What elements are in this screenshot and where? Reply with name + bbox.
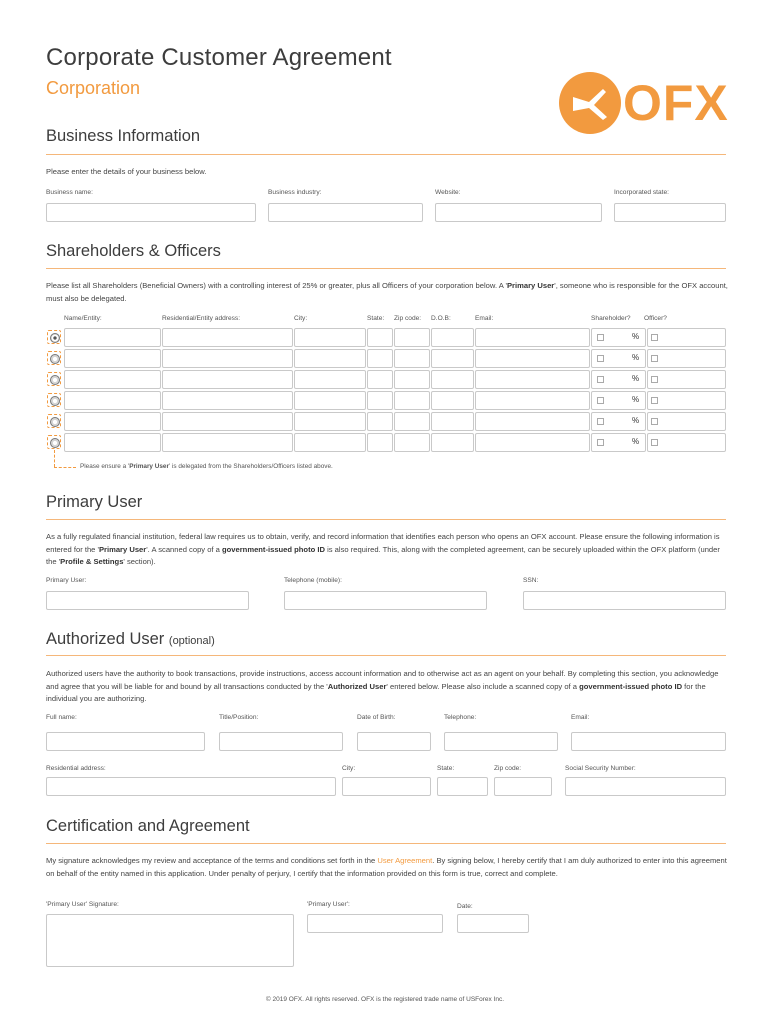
page-subtitle: Corporation <box>46 78 141 98</box>
address-field[interactable] <box>162 328 293 347</box>
zip-field[interactable] <box>394 370 430 389</box>
officer-checkbox[interactable] <box>651 355 658 362</box>
divider <box>46 268 726 269</box>
zip-field[interactable] <box>394 349 430 368</box>
shareholders-intro <box>46 280 728 305</box>
pu-text-1: As a fully regulated financial institution, federal law requires us to obtain, verify, and record information that identifies each person who opens an OFX account. Please ensure the following information is entered for the ' <box>46 532 720 554</box>
note-a: Please ensure a ' <box>80 463 130 470</box>
email-field[interactable] <box>571 732 726 751</box>
percent-sign: % <box>632 374 640 383</box>
shareholder-checkbox[interactable] <box>597 334 604 341</box>
officer-field[interactable] <box>647 433 726 452</box>
state-field[interactable] <box>367 370 393 389</box>
city-field[interactable] <box>342 777 431 796</box>
dob-field[interactable] <box>431 412 474 431</box>
col-address: Residential/Entity address: <box>162 315 241 322</box>
website-field[interactable] <box>435 203 602 222</box>
note-b: Primary User <box>129 463 169 470</box>
dob-label: Date of Birth: <box>357 714 396 721</box>
radio-dot <box>50 354 60 364</box>
state-field[interactable] <box>367 433 393 452</box>
state-field[interactable] <box>367 349 393 368</box>
officer-checkbox[interactable] <box>651 397 658 404</box>
business-name-field[interactable] <box>46 203 256 222</box>
shareholders-heading: Shareholders & Officers <box>46 242 221 260</box>
officer-checkbox[interactable] <box>651 418 658 425</box>
certification-heading: Certification and Agreement <box>46 817 250 835</box>
officer-checkbox[interactable] <box>651 376 658 383</box>
shareholders-intro-a: Please list all Shareholders (Beneficial Owners) with a controlling interest of 25% or greater, plus all Officers of your corporation below. A ' <box>46 281 507 290</box>
percent-sign: % <box>632 437 640 446</box>
state-field[interactable] <box>367 328 393 347</box>
business-name-label: Business name: <box>46 189 93 196</box>
email-field[interactable] <box>475 370 590 389</box>
col-dob: D.O.B: <box>431 315 451 322</box>
zip-field[interactable] <box>394 433 430 452</box>
percent-sign: % <box>632 332 640 341</box>
primary-user-note <box>80 463 333 470</box>
name-entity-field[interactable] <box>64 328 161 347</box>
name-entity-field[interactable] <box>64 391 161 410</box>
business-intro: Please enter the details of your business below. <box>46 167 207 176</box>
name-entity-field[interactable] <box>64 349 161 368</box>
au-text-4: government-issued photo ID <box>579 681 683 691</box>
pu-text-5: is also required. This, along with the completed agreement, can be securely uploaded within the OFX platform (under the ' <box>46 544 720 566</box>
footer: © 2019 OFX. All rights reserved. OFX is the registered trade name of USForex Inc. <box>265 996 505 1003</box>
divider <box>46 843 726 844</box>
officer-checkbox[interactable] <box>651 334 658 341</box>
name-entity-field[interactable] <box>64 433 161 452</box>
state-field[interactable] <box>437 777 488 796</box>
primary-user-radio[interactable] <box>47 393 61 407</box>
col-city: City: <box>294 315 308 322</box>
ofx-logo <box>559 71 729 135</box>
officer-field[interactable] <box>647 391 726 410</box>
pu-text-4: government-issued photo ID <box>222 544 325 554</box>
primary-user-radio[interactable] <box>47 414 61 428</box>
state-field[interactable] <box>367 412 393 431</box>
shareholder-checkbox[interactable] <box>597 355 604 362</box>
city-field[interactable] <box>294 433 366 452</box>
authorized-user-paragraph <box>46 668 728 706</box>
email-label: Email: <box>571 714 590 721</box>
primary-user-term: Primary User <box>506 281 555 290</box>
address-field[interactable] <box>162 433 293 452</box>
radio-dot <box>50 438 60 448</box>
percent-sign: % <box>632 395 640 404</box>
percent-sign: % <box>632 353 640 362</box>
city-field[interactable] <box>294 370 366 389</box>
radio-dot <box>50 417 60 427</box>
authorized-user-title: Authorized User <box>46 630 165 648</box>
city-label: City: <box>342 765 356 772</box>
city-field[interactable] <box>294 412 366 431</box>
officer-field[interactable] <box>647 370 726 389</box>
city-field[interactable] <box>294 391 366 410</box>
primary-user-name-label: 'Primary User': <box>307 901 350 908</box>
telephone-field[interactable] <box>444 732 558 751</box>
city-field[interactable] <box>294 328 366 347</box>
incorporated-state-label: Incorporated state: <box>614 189 669 196</box>
signature-label: 'Primary User' Signature: <box>46 901 119 908</box>
shareholder-checkbox[interactable] <box>597 397 604 404</box>
address-field[interactable] <box>162 349 293 368</box>
full-name-label: Full name: <box>46 714 77 721</box>
address-field[interactable] <box>162 412 293 431</box>
au-text-1: Authorized users have the authority to book transactions, provide instructions, access account information and to otherwise act as an agent on your behalf. By completing this section, you acknowledge and agree that you will be liable for and bound by all transactions conducted by the ' <box>46 669 719 691</box>
divider <box>46 154 726 155</box>
dob-field[interactable] <box>431 349 474 368</box>
primary-user-radio[interactable] <box>47 330 61 344</box>
address-field[interactable] <box>162 391 293 410</box>
shareholder-checkbox[interactable] <box>597 418 604 425</box>
date-field[interactable] <box>457 914 529 933</box>
au-text-5: for the individual you are authorizing. <box>46 681 706 703</box>
primary-user-label: Primary User: <box>46 577 87 584</box>
officer-checkbox[interactable] <box>651 439 658 446</box>
page-title: Corporate Customer Agreement <box>46 44 392 71</box>
primary-user-radio[interactable] <box>47 435 61 449</box>
zip-code-field[interactable] <box>494 777 552 796</box>
zip-code-label: Zip code: <box>494 765 522 772</box>
radio-dot <box>50 375 60 385</box>
col-shareholder: Shareholder? <box>591 315 631 322</box>
date-label: Date: <box>457 903 473 910</box>
cert-text-2: . By signing below, I hereby certify that I am duly authorized to enter into this agreement on behalf of the entity named in this application. Under penalty of perjury, I certify that the information provided on this form is true, correct and complete. <box>46 856 727 878</box>
dob-field[interactable] <box>431 433 474 452</box>
radio-dot <box>50 333 60 343</box>
dob-field[interactable] <box>431 391 474 410</box>
cert-text-1: My signature acknowledges my review and acceptance of the terms and conditions set forth in the <box>46 856 378 865</box>
primary-user-radio[interactable] <box>47 372 61 386</box>
ofx-logo-text: OFX <box>623 75 729 131</box>
zip-field[interactable] <box>394 328 430 347</box>
col-officer: Officer? <box>644 315 667 322</box>
divider <box>46 519 726 520</box>
state-field[interactable] <box>367 391 393 410</box>
user-agreement-link[interactable]: User Agreement <box>377 856 433 865</box>
zip-field[interactable] <box>394 391 430 410</box>
residential-address-field[interactable] <box>46 777 336 796</box>
telephone-mobile-field[interactable] <box>284 591 487 610</box>
business-industry-field[interactable] <box>268 203 423 222</box>
email-field[interactable] <box>475 328 590 347</box>
primary-user-radio[interactable] <box>47 351 61 365</box>
dob-field[interactable] <box>431 370 474 389</box>
dob-field[interactable] <box>357 732 431 751</box>
officer-field[interactable] <box>647 412 726 431</box>
dob-field[interactable] <box>431 328 474 347</box>
authorized-user-heading <box>46 630 215 649</box>
divider <box>46 655 726 656</box>
primary-user-heading: Primary User <box>46 493 143 511</box>
shareholder-checkbox[interactable] <box>597 439 604 446</box>
radio-dot <box>50 396 60 406</box>
col-email: Email: <box>475 315 494 322</box>
incorporated-state-field[interactable] <box>614 203 726 222</box>
primary-user-name-field[interactable] <box>307 914 443 933</box>
name-entity-field[interactable] <box>64 412 161 431</box>
pu-text-7: ' section). <box>123 557 156 566</box>
state-label: State: <box>437 765 455 772</box>
ssn-number-label: Social Security Number: <box>565 765 636 772</box>
signature-field[interactable] <box>46 914 294 967</box>
telephone-mobile-label: Telephone (mobile): <box>284 577 342 584</box>
col-state: State: <box>367 315 385 322</box>
primary-user-field[interactable] <box>46 591 249 610</box>
zip-field[interactable] <box>394 412 430 431</box>
note-bracket-h <box>54 467 76 468</box>
business-heading: Business Information <box>46 127 201 145</box>
address-field[interactable] <box>162 370 293 389</box>
col-name: Name/Entity: <box>64 315 102 322</box>
ssn-number-field[interactable] <box>565 777 726 796</box>
pu-text-2: Primary User <box>98 544 147 554</box>
shareholder-checkbox[interactable] <box>597 376 604 383</box>
officer-field[interactable] <box>647 349 726 368</box>
residential-address-label: Residential address: <box>46 765 106 772</box>
ssn-label: SSN: <box>523 577 539 584</box>
telephone-label: Telephone: <box>444 714 477 721</box>
website-label: Website: <box>435 189 461 196</box>
email-field[interactable] <box>475 412 590 431</box>
title-position-field[interactable] <box>219 732 343 751</box>
name-entity-field[interactable] <box>64 370 161 389</box>
primary-user-paragraph <box>46 531 728 569</box>
email-field[interactable] <box>475 349 590 368</box>
certification-paragraph <box>46 855 728 880</box>
percent-sign: % <box>632 416 640 425</box>
email-field[interactable] <box>475 433 590 452</box>
au-text-2: Authorized User <box>327 681 387 691</box>
city-field[interactable] <box>294 349 366 368</box>
note-bracket <box>54 450 55 467</box>
note-c: ' is delegated from the Shareholders/Officers listed above. <box>168 463 333 470</box>
officer-field[interactable] <box>647 328 726 347</box>
full-name-field[interactable] <box>46 732 205 751</box>
business-industry-label: Business industry: <box>268 189 322 196</box>
au-text-3: ' entered below. Please also include a scanned copy of a <box>386 681 580 691</box>
title-position-label: Title/Position: <box>219 714 259 721</box>
col-zip: Zip code: <box>394 315 422 322</box>
email-field[interactable] <box>475 391 590 410</box>
pu-text-3: '. A scanned copy of a <box>146 544 222 554</box>
shareholders-intro-c: ', someone who is responsible for the OFX account, must also be delegated. <box>46 281 728 303</box>
pu-text-6: Profile & Settings <box>60 557 124 566</box>
ssn-field[interactable] <box>523 591 726 610</box>
optional-tag: (optional) <box>168 635 215 647</box>
